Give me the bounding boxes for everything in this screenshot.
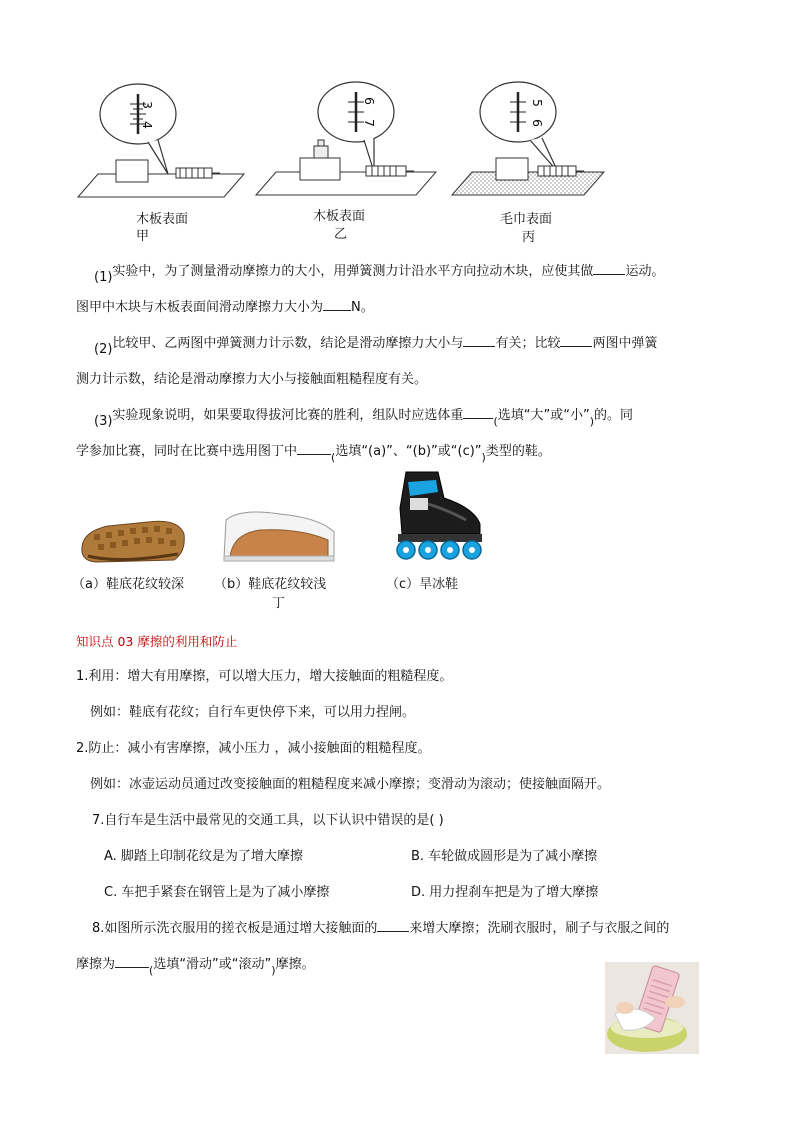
part-1-line-1 — [94, 262, 665, 285]
dial-yi-bottom: 7 — [361, 119, 377, 127]
shoe-a-caption: （a）鞋底花纹较深 — [72, 577, 184, 592]
part-2-line-1 — [94, 334, 658, 357]
dial-bing-bottom: 6 — [529, 119, 545, 127]
blank-3-2[interactable] — [297, 442, 331, 455]
part-3-text-d: 类型的鞋。 — [485, 444, 551, 459]
q7-stem: 7.自行车是生活中最常见的交通工具，以下认识中错误的是( ) — [92, 813, 444, 828]
q7-option-b[interactable]: B. 车轮做成圆形是为了减小摩擦 — [411, 849, 598, 864]
figure-bing-name: 丙 — [522, 230, 536, 245]
part-3-hint-1: 选填“大”或“小” — [497, 408, 590, 423]
q7-option-c[interactable]: C. 车把手紧套在钢管上是为了减小摩擦 — [104, 885, 330, 900]
part-1-text-a: 实验中，为了测量滑动摩擦力的大小，用弹簧测力计沿水平方向拉动木块，应使其做 — [112, 264, 594, 279]
shoe-c-caption: （c）旱冰鞋 — [386, 577, 459, 592]
q8-text-b: 来增大摩擦；洗刷衣服时，刷子与衣服之间的 — [409, 921, 670, 936]
blank-1-1[interactable] — [593, 262, 625, 275]
part-3-line-1: (3)实验现象说明，如果要取得拔河比赛的胜利，组队时应选体重 $_($选填“大”或“小$”_)$的。同 — [94, 408, 633, 429]
part-2-number: (2) — [94, 342, 113, 357]
part-1-number: (1) — [94, 270, 113, 285]
part-3-text-b: 的。同 — [593, 408, 633, 423]
q8-line-1 — [92, 919, 669, 939]
washboard-photo — [605, 962, 699, 1054]
q8-line-2: 摩擦为 $_($选填“滑动”或“滚动$”_)$摩擦。 — [76, 957, 315, 977]
figure-yi-diagram — [256, 80, 440, 198]
figure-bing-diagram — [452, 80, 608, 198]
q8-text-a: 8.如图所示洗衣服用的搓衣板是通过增大接触面的 — [92, 921, 378, 936]
figure-jia-label: 木板表面 — [136, 212, 189, 227]
part-1-text-c: 图甲中木块与木板表面间滑动摩擦力大小为 — [76, 300, 324, 315]
shoe-c-image — [388, 468, 492, 566]
figure-jia-name: 甲 — [136, 229, 150, 244]
part-1-line-2 — [76, 298, 374, 318]
shoe-b-image — [220, 500, 338, 568]
q8-blank-1[interactable] — [377, 919, 409, 932]
part-1-text-b: 运动。 — [625, 264, 665, 279]
q8-text-d: 摩擦。 — [275, 957, 315, 972]
figure-bing-label: 毛巾表面 — [500, 212, 553, 227]
q8-blank-2[interactable] — [115, 955, 149, 968]
part-1-text-d: N。 — [351, 300, 374, 315]
dial-bing-top: 5 — [529, 99, 545, 107]
blank-1-2[interactable] — [323, 298, 351, 311]
part-2-text-d: 测力计示数，结论是滑动摩擦力大小与接触面粗糙程度有关。 — [76, 372, 428, 387]
shoe-a-image — [78, 512, 188, 570]
blank-3-1[interactable] — [463, 406, 493, 419]
figure-jia-diagram — [78, 82, 248, 200]
knowledge-use: 1.利用：增大有用摩擦，可以增大压力，增大接触面的粗糙程度。 — [76, 669, 453, 684]
blank-2-1[interactable] — [463, 334, 495, 347]
q7-option-a[interactable]: A. 脚踏上印制花纹是为了增大摩擦 — [104, 849, 303, 864]
part-2-text-a: 比较甲、乙两图中弹簧测力计示数，结论是滑动摩擦力大小与 — [112, 336, 464, 351]
part-3-text-a: 实验现象说明，如果要取得拔河比赛的胜利，组队时应选体重 — [112, 408, 464, 423]
knowledge-prevent: 2.防止：减小有害摩擦，减小压力 ，减小接触面的粗糙程度。 — [76, 741, 431, 756]
figure-ding-label: 丁 — [272, 596, 286, 611]
part-2-text-c: 两图中弹簧 — [592, 336, 658, 351]
q8-text-c: 摩擦为 — [76, 957, 116, 972]
q8-hint: 选填“滑动”或“滚动” — [153, 957, 272, 972]
knowledge-use-example: 例如：鞋底有花纹；自行车更快停下来，可以用力捏闸。 — [90, 705, 416, 720]
knowledge-prevent-example: 例如：冰壶运动员通过改变接触面的粗糙程度来减小摩擦；变滑动为滚动；使接触面隔开。 — [90, 777, 611, 792]
dial-yi-top: 6 — [361, 97, 377, 105]
q7-option-d[interactable]: D. 用力捏刹车把是为了增大摩擦 — [411, 885, 599, 900]
part-3-number: (3) — [94, 414, 113, 429]
figure-yi-label: 木板表面 — [313, 209, 366, 224]
dial-jia-top: 3 — [139, 101, 155, 109]
part-3-hint-2: 选填“(a)”、“(b)”或“(c)” — [335, 444, 482, 459]
figure-yi-name: 乙 — [334, 227, 348, 242]
part-2-text-b: 有关；比较 — [495, 336, 561, 351]
dial-jia-bottom: 4 — [139, 121, 155, 129]
part-3-line-2: 学参加比赛，同时在比赛中选用图丁中 $_($选填“(a)”、“(b)”或“$(c)”_)$类型的鞋。 — [76, 444, 551, 464]
part-2-line-2 — [76, 370, 427, 390]
shoe-b-caption: （b）鞋底花纹较浅 — [214, 577, 327, 592]
part-3-text-c: 学参加比赛，同时在比赛中选用图丁中 — [76, 444, 298, 459]
blank-2-2[interactable] — [560, 334, 592, 347]
knowledge-title: 知识点 03 摩擦的利用和防止 — [76, 634, 238, 649]
